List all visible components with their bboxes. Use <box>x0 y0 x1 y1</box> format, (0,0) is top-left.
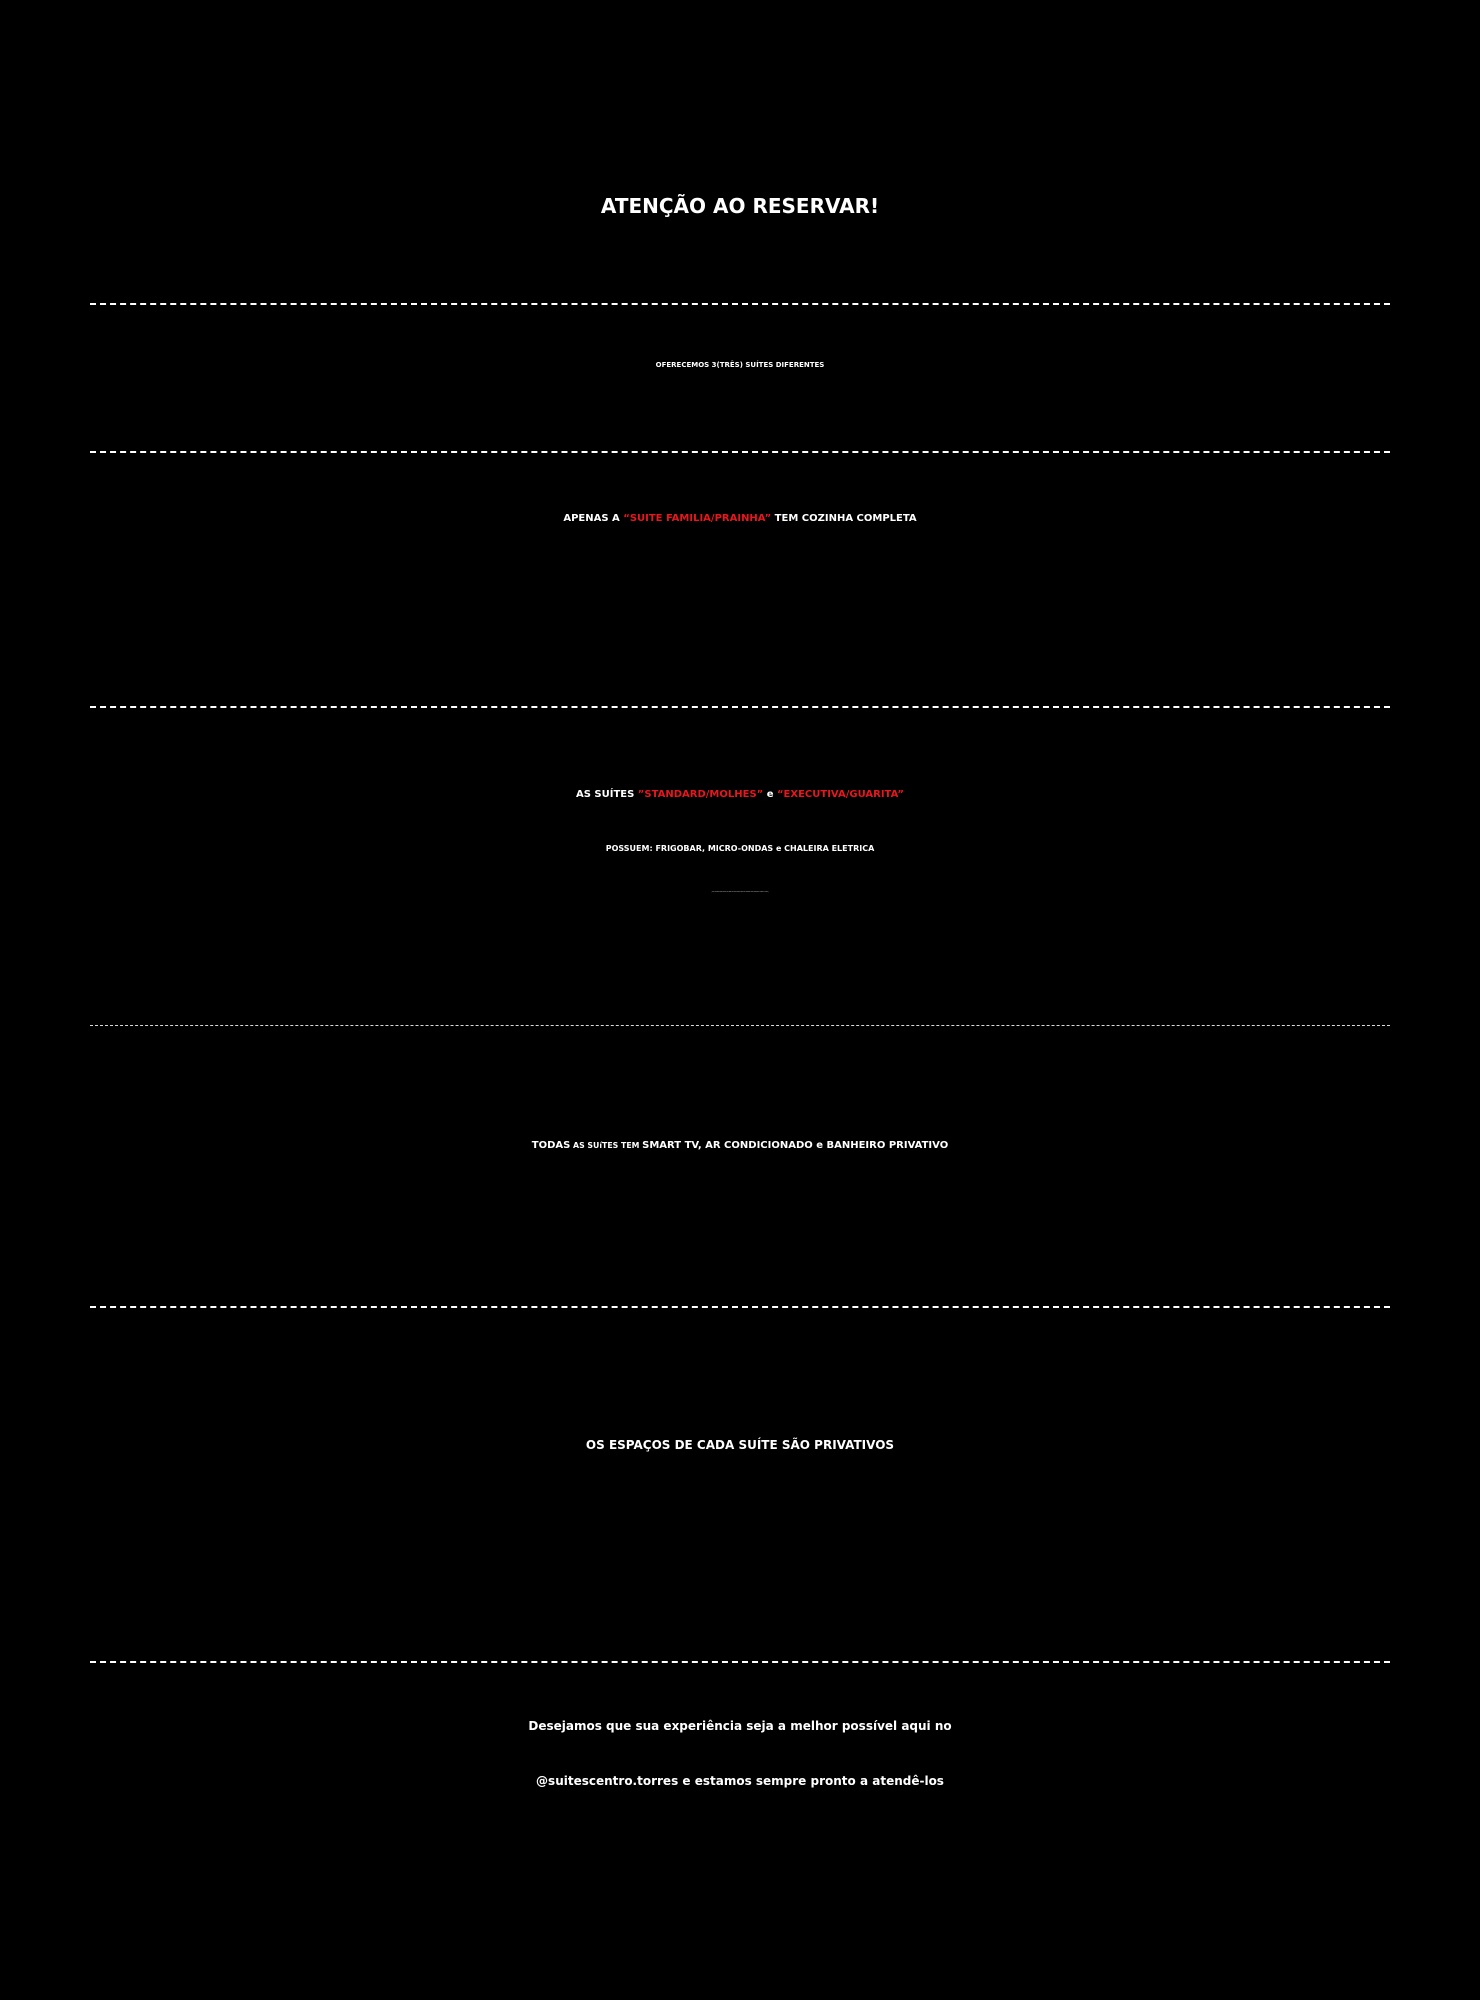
standard-note: (Obs: nessas duas opções de suíte não oferecemos itens de cozinha como: talheres, pratos e copos) <box>711 892 769 893</box>
divider <box>90 1661 1390 1663</box>
divider <box>90 303 1390 305</box>
todas-lead: TODAS <box>531 1140 571 1151</box>
standard-suite-name: ”STANDARD/MOLHES” <box>637 789 764 800</box>
todas-statement <box>0 1141 1480 1151</box>
familia-prefix: APENAS A <box>563 513 624 524</box>
divider <box>90 1306 1390 1308</box>
closing-line-2: @suitescentro.torres e estamos sempre pronto a atendê-los <box>536 1774 944 1788</box>
divider <box>90 1025 1390 1026</box>
todas-middle: AS SUíTES TEM <box>570 1141 643 1150</box>
standard-prefix: AS SUÍTES <box>575 789 638 800</box>
executiva-suite-name: “EXECUTIVA/GUARITA” <box>776 789 904 800</box>
familia-suffix: TEM COZINHA COMPLETA <box>771 513 917 524</box>
divider <box>90 706 1390 708</box>
standard-amenities: POSSUEM: FRIGOBAR, MICRO-ONDAS e CHALEIRA ELETRICA <box>605 844 875 853</box>
offer-heading: OFERECEMOS 3(TRÊS) SUÍTES DIFERENTES <box>655 361 825 369</box>
familia-heading <box>0 514 1480 524</box>
standard-connector: e <box>763 789 777 800</box>
page-title: ATENÇÃO AO RESERVAR! <box>600 194 880 218</box>
closing-line-1: Desejamos que sua experiência seja a melhor possível aqui no <box>528 1719 952 1733</box>
familia-suite-name: “SUITE FAMILIA/PRAINHA” <box>623 513 772 524</box>
standard-heading <box>0 790 1480 800</box>
todas-rest: SMART TV, AR CONDICIONADO e BANHEIRO PRIVATIVO <box>642 1140 949 1151</box>
espacos-heading: OS ESPAÇOS DE CADA SUÍTE SÃO PRIVATIVOS <box>585 1438 895 1452</box>
divider <box>90 451 1390 453</box>
